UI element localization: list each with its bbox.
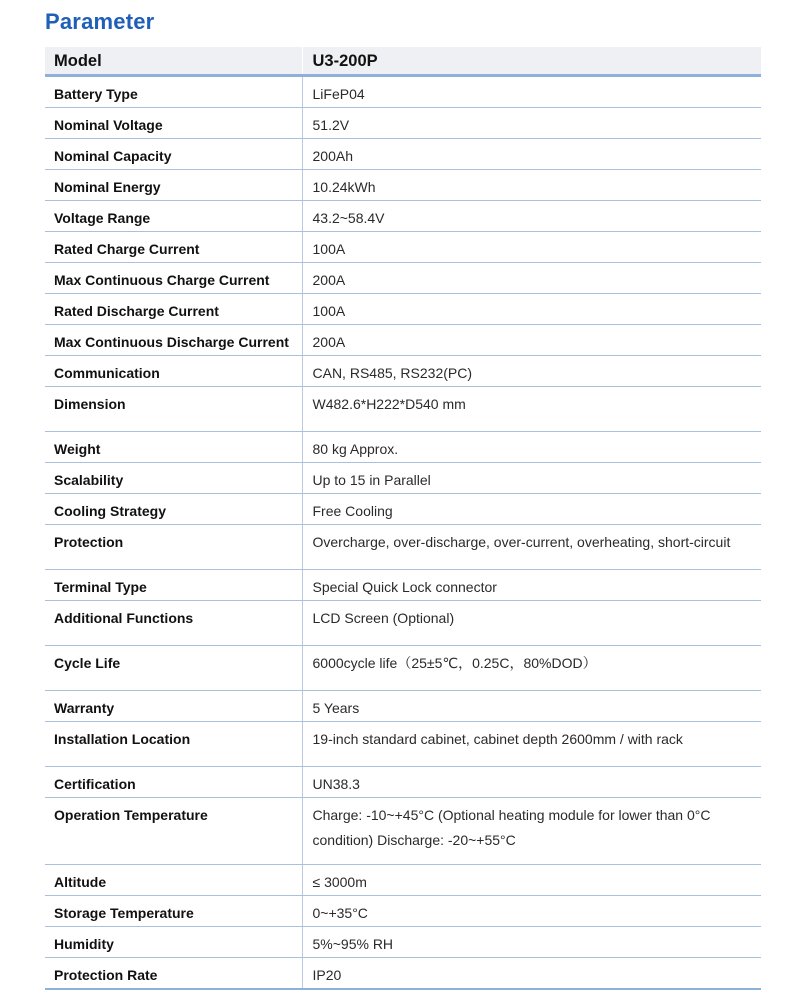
row-label: Installation Location xyxy=(45,722,302,767)
row-value: 80 kg Approx. xyxy=(302,432,761,463)
row-value: 200A xyxy=(302,263,761,294)
row-value: 6000cycle life（25±5℃，0.25C，80%DOD） xyxy=(302,646,761,691)
row-label: Certification xyxy=(45,767,302,798)
header-value: U3-200P xyxy=(302,47,761,76)
row-label: Storage Temperature xyxy=(45,896,302,927)
row-value: W482.6*H222*D540 mm xyxy=(302,387,761,432)
table-row xyxy=(45,294,761,325)
table-row xyxy=(45,691,761,722)
row-label: Dimension xyxy=(45,387,302,432)
table-row xyxy=(45,570,761,601)
table-row xyxy=(45,927,761,958)
table-row xyxy=(45,201,761,232)
table-row xyxy=(45,767,761,798)
table-row xyxy=(45,601,761,646)
table-row xyxy=(45,646,761,691)
table-row xyxy=(45,865,761,896)
row-value: 43.2~58.4V xyxy=(302,201,761,232)
table-row xyxy=(45,798,761,865)
table-header-row xyxy=(45,47,761,76)
table-row xyxy=(45,356,761,387)
header-label: Model xyxy=(45,47,302,76)
row-label: Nominal Voltage xyxy=(45,108,302,139)
table-row xyxy=(45,896,761,927)
table-row xyxy=(45,463,761,494)
row-label: Cooling Strategy xyxy=(45,494,302,525)
row-label: Max Continuous Discharge Current xyxy=(45,325,302,356)
table-row xyxy=(45,139,761,170)
row-value: LCD Screen (Optional) xyxy=(302,601,761,646)
row-label: Voltage Range xyxy=(45,201,302,232)
table-row xyxy=(45,325,761,356)
row-label: Operation Temperature xyxy=(45,798,302,865)
row-value: Up to 15 in Parallel xyxy=(302,463,761,494)
row-label: Protection xyxy=(45,525,302,570)
row-label: Scalability xyxy=(45,463,302,494)
row-value: 10.24kWh xyxy=(302,170,761,201)
row-value: LiFeP04 xyxy=(302,76,761,108)
row-label: Battery Type xyxy=(45,76,302,108)
table-row xyxy=(45,722,761,767)
row-label: Altitude xyxy=(45,865,302,896)
row-label: Cycle Life xyxy=(45,646,302,691)
row-value: 200Ah xyxy=(302,139,761,170)
table-row xyxy=(45,263,761,294)
row-value: UN38.3 xyxy=(302,767,761,798)
row-value: IP20 xyxy=(302,958,761,990)
row-label: Rated Charge Current xyxy=(45,232,302,263)
table-row xyxy=(45,958,761,990)
table-row xyxy=(45,387,761,432)
table-row xyxy=(45,76,761,108)
row-value: CAN, RS485, RS232(PC) xyxy=(302,356,761,387)
row-label: Humidity xyxy=(45,927,302,958)
table-row xyxy=(45,170,761,201)
row-value: ≤ 3000m xyxy=(302,865,761,896)
row-label: Communication xyxy=(45,356,302,387)
row-label: Warranty xyxy=(45,691,302,722)
row-value: Free Cooling xyxy=(302,494,761,525)
row-value: 0~+35°C xyxy=(302,896,761,927)
row-value: Special Quick Lock connector xyxy=(302,570,761,601)
table-row xyxy=(45,108,761,139)
row-value: 200A xyxy=(302,325,761,356)
row-value: 51.2V xyxy=(302,108,761,139)
row-label: Nominal Energy xyxy=(45,170,302,201)
table-row xyxy=(45,232,761,263)
row-label: Max Continuous Charge Current xyxy=(45,263,302,294)
row-value: 100A xyxy=(302,232,761,263)
row-label: Protection Rate xyxy=(45,958,302,990)
row-value: Overcharge, over-discharge, over-current, overheating, short-circuit xyxy=(302,525,761,570)
page-title: Parameter xyxy=(45,9,155,34)
row-value: 5 Years xyxy=(302,691,761,722)
row-label: Additional Functions xyxy=(45,601,302,646)
row-value: 5%~95% RH xyxy=(302,927,761,958)
table-row xyxy=(45,525,761,570)
row-label: Nominal Capacity xyxy=(45,139,302,170)
row-value: 100A xyxy=(302,294,761,325)
row-label: Terminal Type xyxy=(45,570,302,601)
table-row xyxy=(45,432,761,463)
parameter-table xyxy=(45,47,761,990)
row-value: 19-inch standard cabinet, cabinet depth 2600mm / with rack xyxy=(302,722,761,767)
row-label: Rated Discharge Current xyxy=(45,294,302,325)
table-row xyxy=(45,494,761,525)
row-label: Weight xyxy=(45,432,302,463)
row-value: Charge: -10~+45°C (Optional heating module for lower than 0°C condition) Discharge: -20~+55°C xyxy=(302,798,761,865)
